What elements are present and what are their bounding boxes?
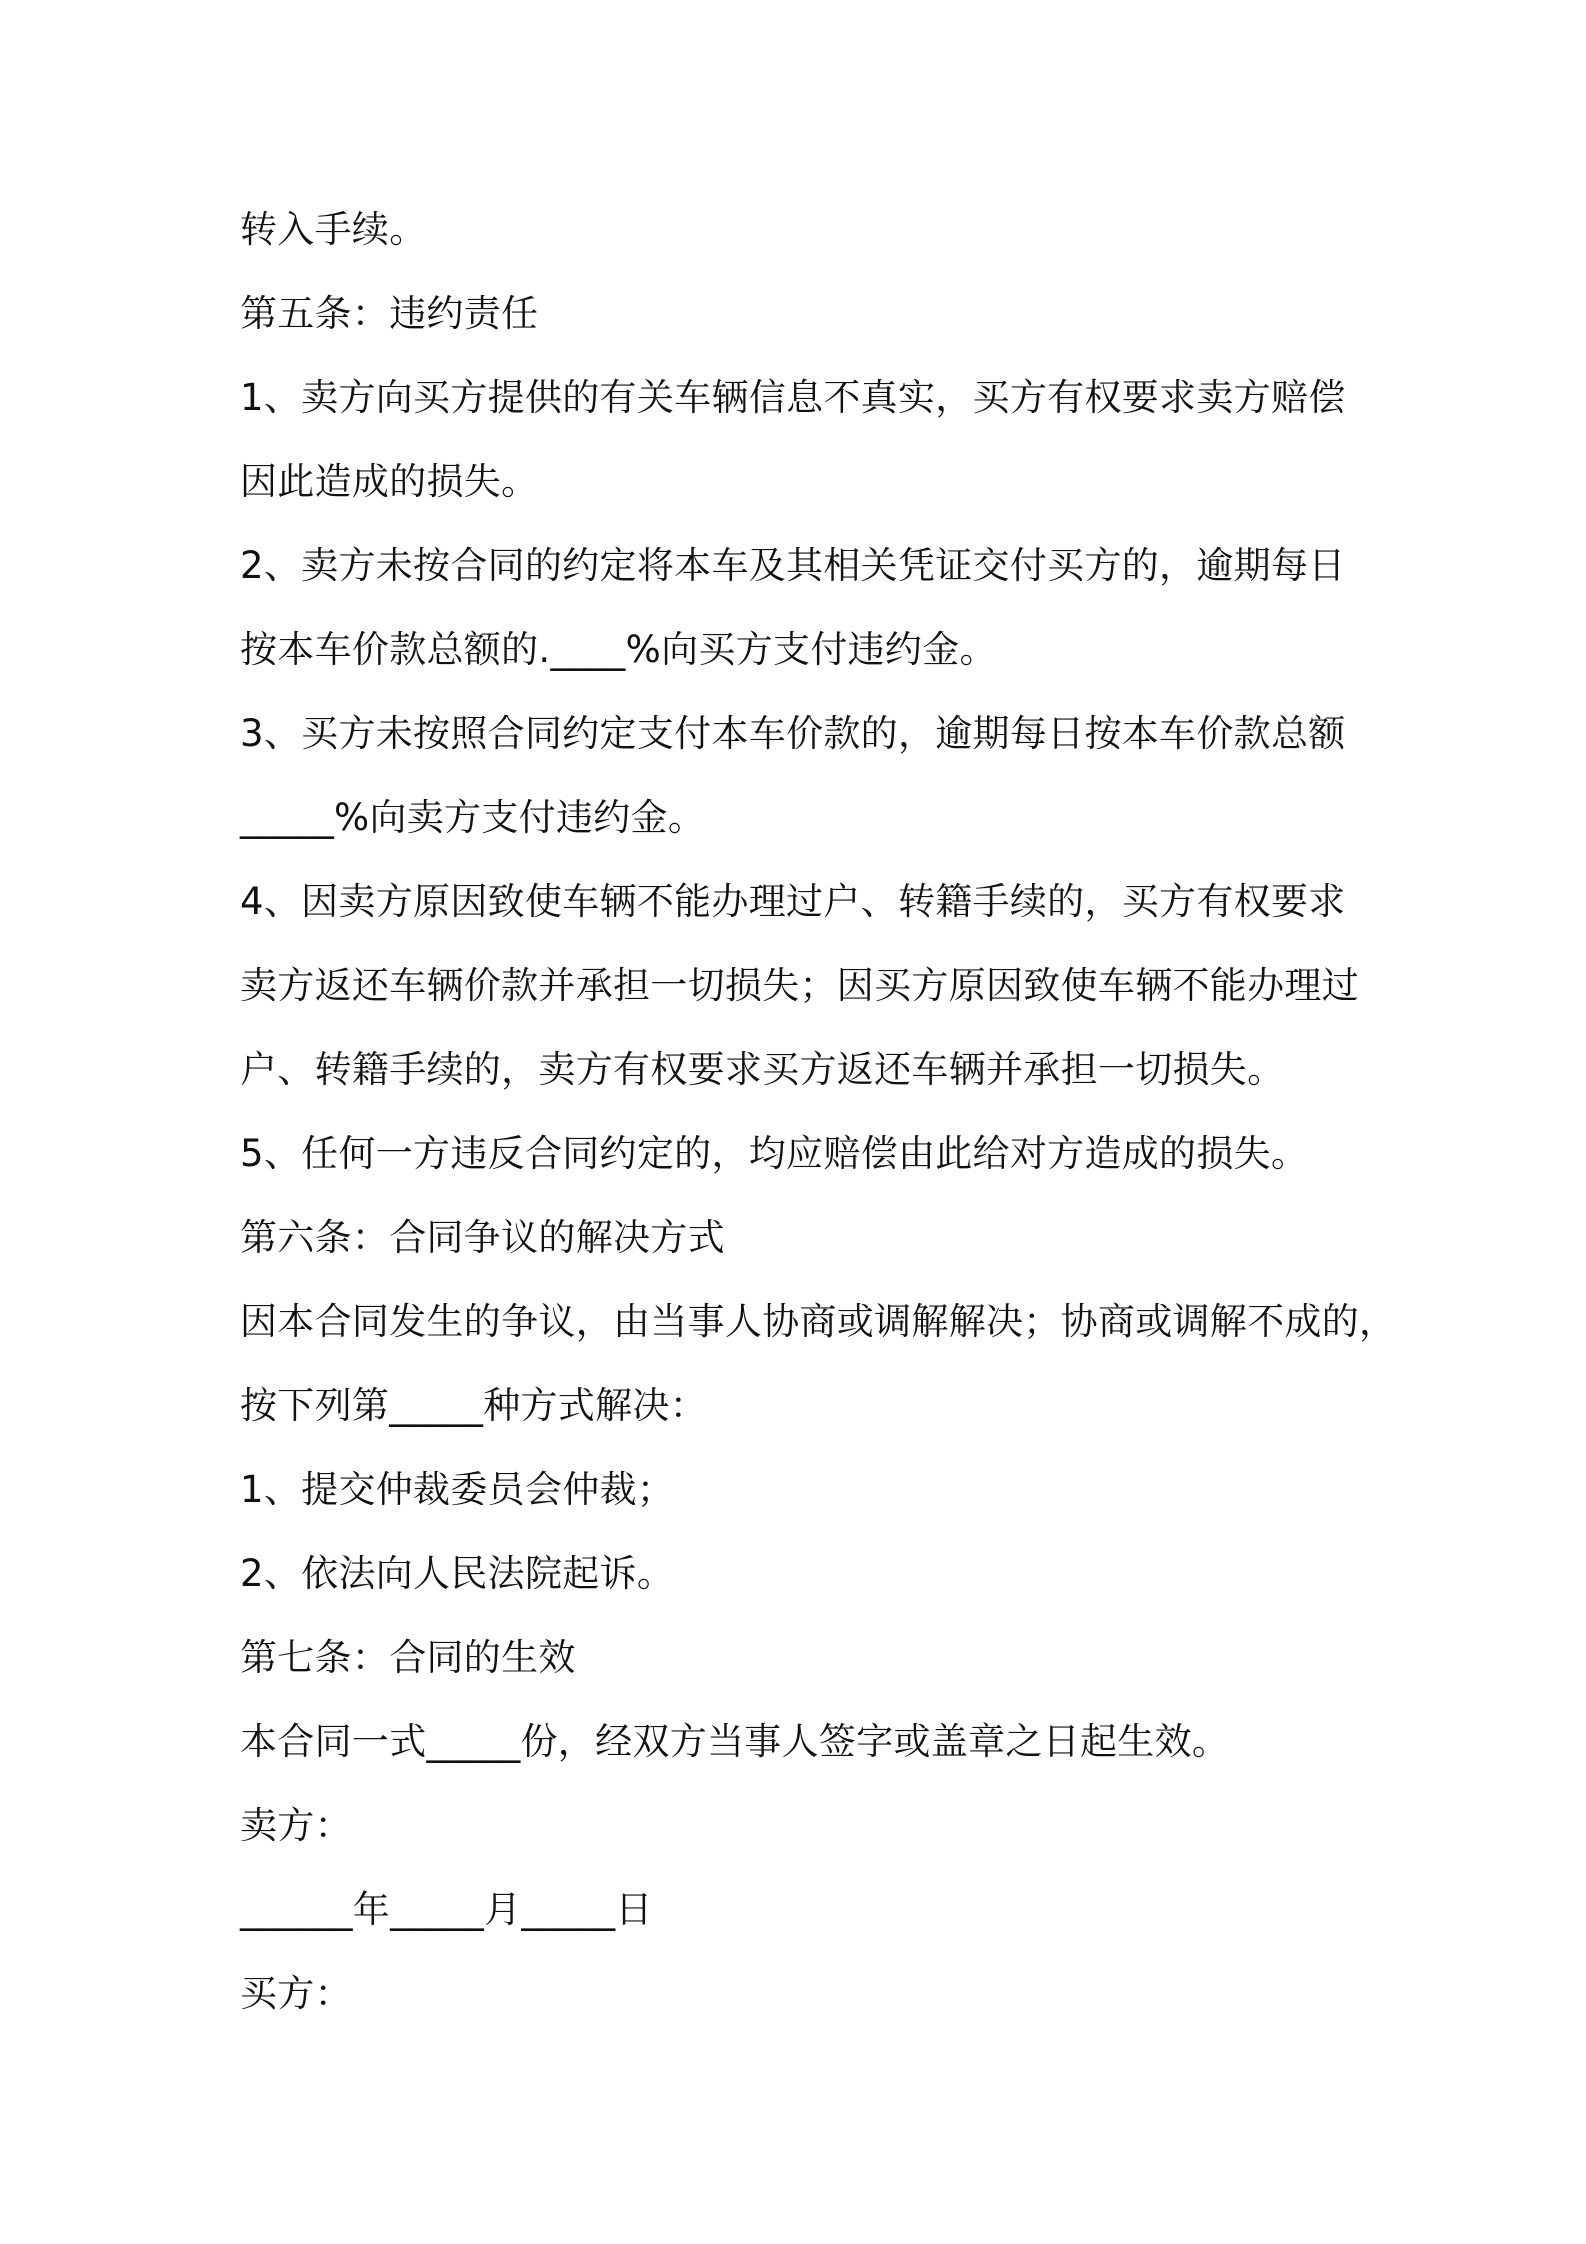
clause-5-1-line-2: 因此造成的损失。: [240, 460, 539, 503]
article-6-option-1: 1、提交仲裁委员会仲裁；: [240, 1468, 675, 1511]
clause-5-4-line-2: 卖方返还车辆价款并承担一切损失；因买方原因致使车辆不能办理过: [240, 964, 1359, 1007]
article-6-option-2: 2、依法向人民法院起诉。: [240, 1552, 675, 1595]
section-heading-article-7: 第七条：合同的生效: [240, 1636, 576, 1679]
text-line-transfer-procedures: 转入手续。: [240, 208, 427, 251]
clause-5-2-line-2: 按本车价款总额的.____%向买方支付违约金。: [240, 628, 997, 671]
section-heading-article-6: 第六条：合同争议的解决方式: [240, 1216, 725, 1259]
clause-5-1-line-1: 1、卖方向买方提供的有关车辆信息不真实，买方有权要求卖方赔偿: [240, 376, 1346, 419]
section-heading-article-5: 第五条：违约责任: [240, 292, 539, 335]
clause-5-3-line-2: _____%向卖方支付违约金。: [240, 796, 706, 839]
seller-signature-label: 卖方：: [240, 1804, 352, 1847]
buyer-signature-label: 买方：: [240, 1972, 352, 2015]
article-6-paragraph-line-2: 按下列第_____种方式解决：: [240, 1384, 707, 1427]
clause-5-4-line-3: 户、转籍手续的，卖方有权要求买方返还车辆并承担一切损失。: [240, 1048, 1285, 1091]
article-6-paragraph-line-1: 因本合同发生的争议，由当事人协商或调解解决；协商或调解不成的，: [240, 1300, 1397, 1343]
clause-5-4-line-1: 4、因卖方原因致使车辆不能办理过户、转籍手续的，买方有权要求: [240, 880, 1346, 923]
clause-5-2-line-1: 2、卖方未按合同的约定将本车及其相关凭证交付买方的，逾期每日: [240, 544, 1346, 587]
article-7-paragraph: 本合同一式_____份，经双方当事人签字或盖章之日起生效。: [240, 1720, 1230, 1763]
clause-5-5: 5、任何一方违反合同约定的，均应赔偿由此给对方造成的损失。: [240, 1132, 1309, 1175]
date-line: ______年_____月_____日: [240, 1888, 653, 1931]
clause-5-3-line-1: 3、买方未按照合同约定支付本车价款的，逾期每日按本车价款总额: [240, 712, 1346, 755]
